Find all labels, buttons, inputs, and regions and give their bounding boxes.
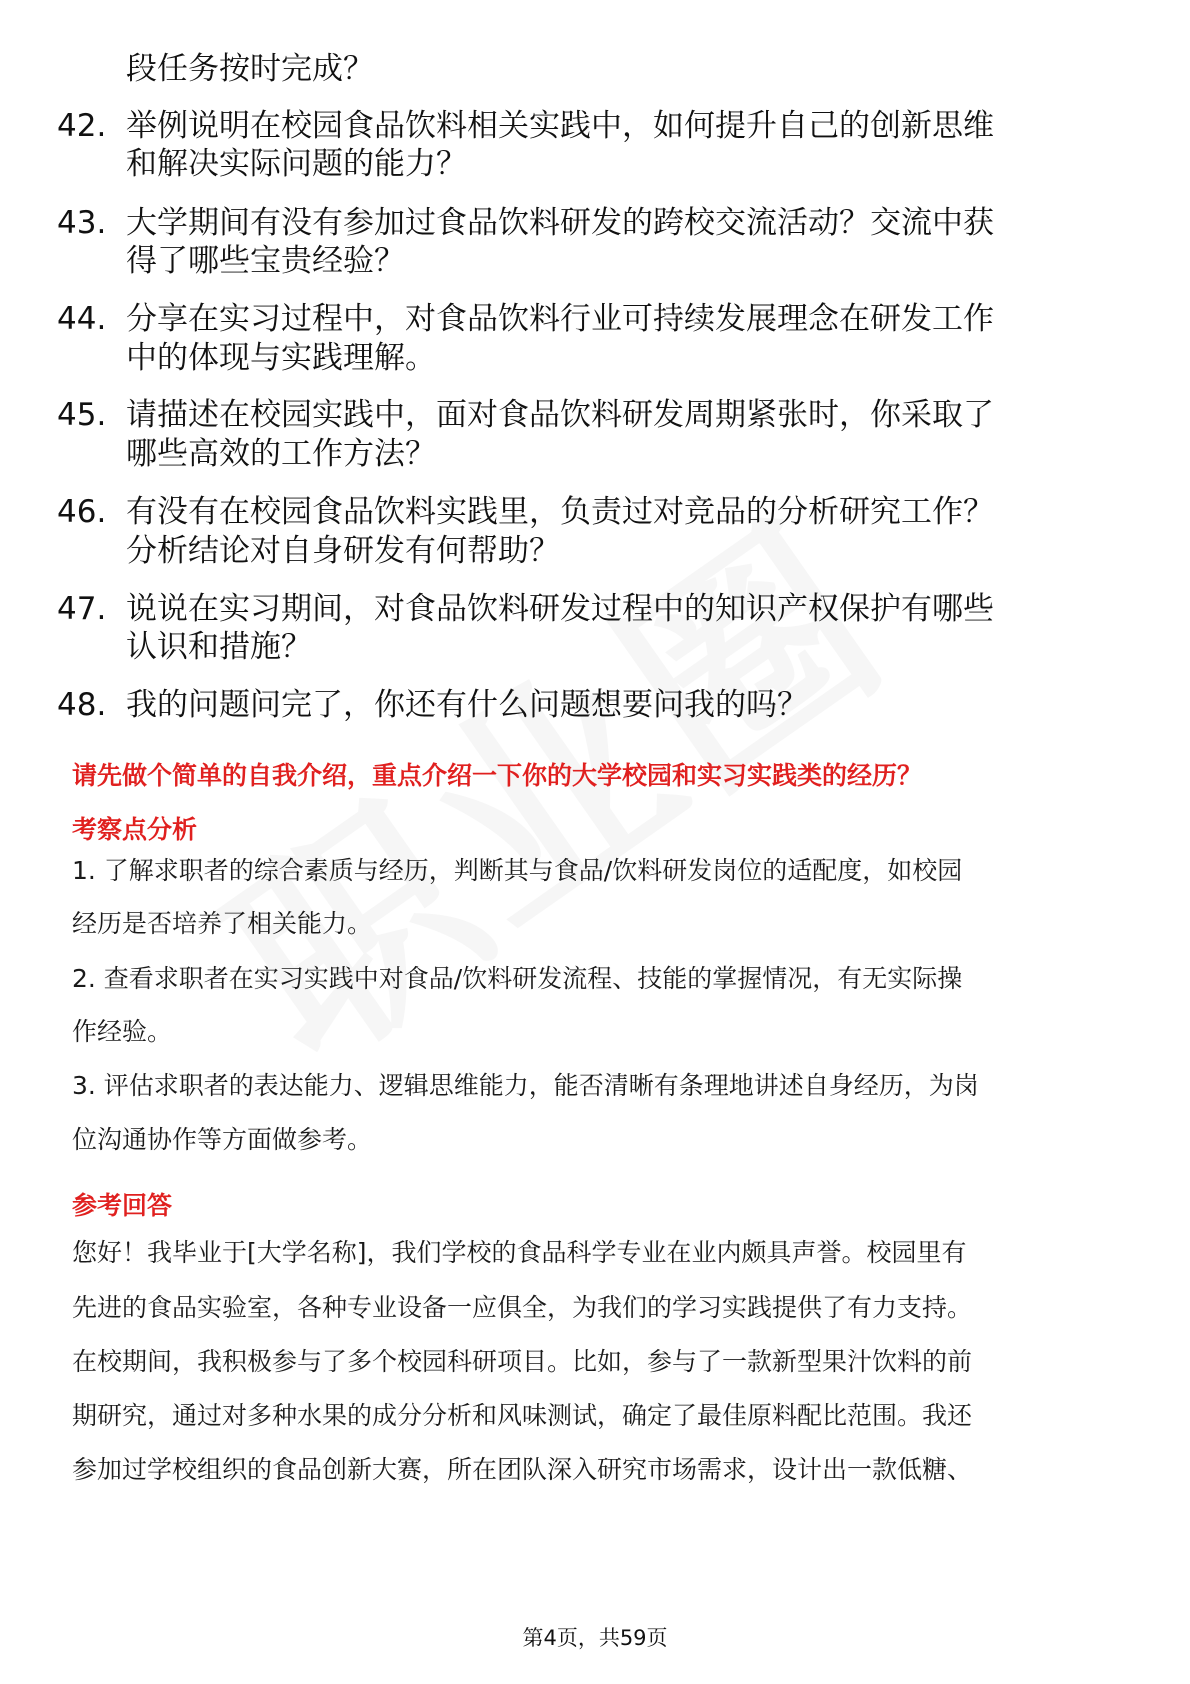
analysis-line: 作经验。 (72, 1017, 173, 1046)
answer-line: 参加过学校组织的食品创新大赛，所在团队深入研究市场需求，设计出一款低糖、 (72, 1455, 973, 1484)
answer-line: 您好！我毕业于[大学名称]，我们学校的食品科学专业在业内颇具声誉。校园里有 (72, 1238, 967, 1267)
question-continued-text: 段任务按时完成？ (126, 51, 374, 87)
analysis-line: 经历是否培养了相关能力。 (72, 909, 373, 938)
question-number: 44. (57, 301, 107, 337)
question-text: 中的体现与实践理解。 (126, 340, 436, 376)
question-number: 45. (57, 397, 107, 433)
question-number: 48. (57, 687, 107, 723)
answer-line: 先进的食品实验室，各种专业设备一应俱全，为我们的学习实践提供了有力支持。 (72, 1293, 973, 1322)
question-text: 有没有在校园食品饮料实践里，负责过对竞品的分析研究工作？ (126, 494, 994, 530)
question-text: 请描述在校园实践中，面对食品饮料研发周期紧张时，你采取了 (126, 397, 994, 433)
question-text: 分析结论对自身研发有何帮助？ (126, 533, 560, 569)
analysis-line: 3. 评估求职者的表达能力、逻辑思维能力，能否清晰有条理地讲述自身经历，为岗 (72, 1071, 979, 1100)
question-text: 说说在实习期间，对食品饮料研发过程中的知识产权保护有哪些 (126, 591, 994, 627)
question-text: 大学期间有没有参加过食品饮料研发的跨校交流活动？交流中获 (126, 205, 994, 241)
page-footer: 第4页，共59页 (522, 1626, 668, 1650)
question-number: 46. (57, 494, 107, 530)
section-question-heading: 请先做个简单的自我介绍，重点介绍一下你的大学校园和实习实践类的经历？ (72, 761, 923, 790)
analysis-line: 2. 查看求职者在实习实践中对食品/饮料研发流程、技能的掌握情况，有无实际操 (72, 964, 963, 993)
question-text: 分享在实习过程中，对食品饮料行业可持续发展理念在研发工作 (126, 301, 994, 337)
question-text: 和解决实际问题的能力？ (126, 146, 467, 182)
analysis-line: 1. 了解求职者的综合素质与经历，判断其与食品/饮料研发岗位的适配度，如校园 (72, 856, 963, 885)
question-text: 认识和措施？ (126, 629, 312, 665)
question-text: 哪些高效的工作方法？ (126, 436, 436, 472)
question-text: 举例说明在校园食品饮料相关实践中，如何提升自己的创新思维 (126, 108, 994, 144)
analysis-heading: 考察点分析 (72, 815, 198, 844)
answer-line: 在校期间，我积极参与了多个校园科研项目。比如，参与了一款新型果汁饮料的前 (72, 1347, 973, 1376)
question-number: 42. (57, 108, 107, 144)
answer-heading: 参考回答 (72, 1191, 173, 1220)
answer-line: 期研究，通过对多种水果的成分分析和风味测试，确定了最佳原料配比范围。我还 (72, 1401, 973, 1430)
question-number: 47. (57, 591, 107, 627)
question-number: 43. (57, 205, 107, 241)
question-text: 得了哪些宝贵经验？ (126, 243, 405, 279)
question-text: 我的问题问完了，你还有什么问题想要问我的吗？ (126, 687, 808, 723)
analysis-line: 位沟通协作等方面做参考。 (72, 1125, 373, 1154)
